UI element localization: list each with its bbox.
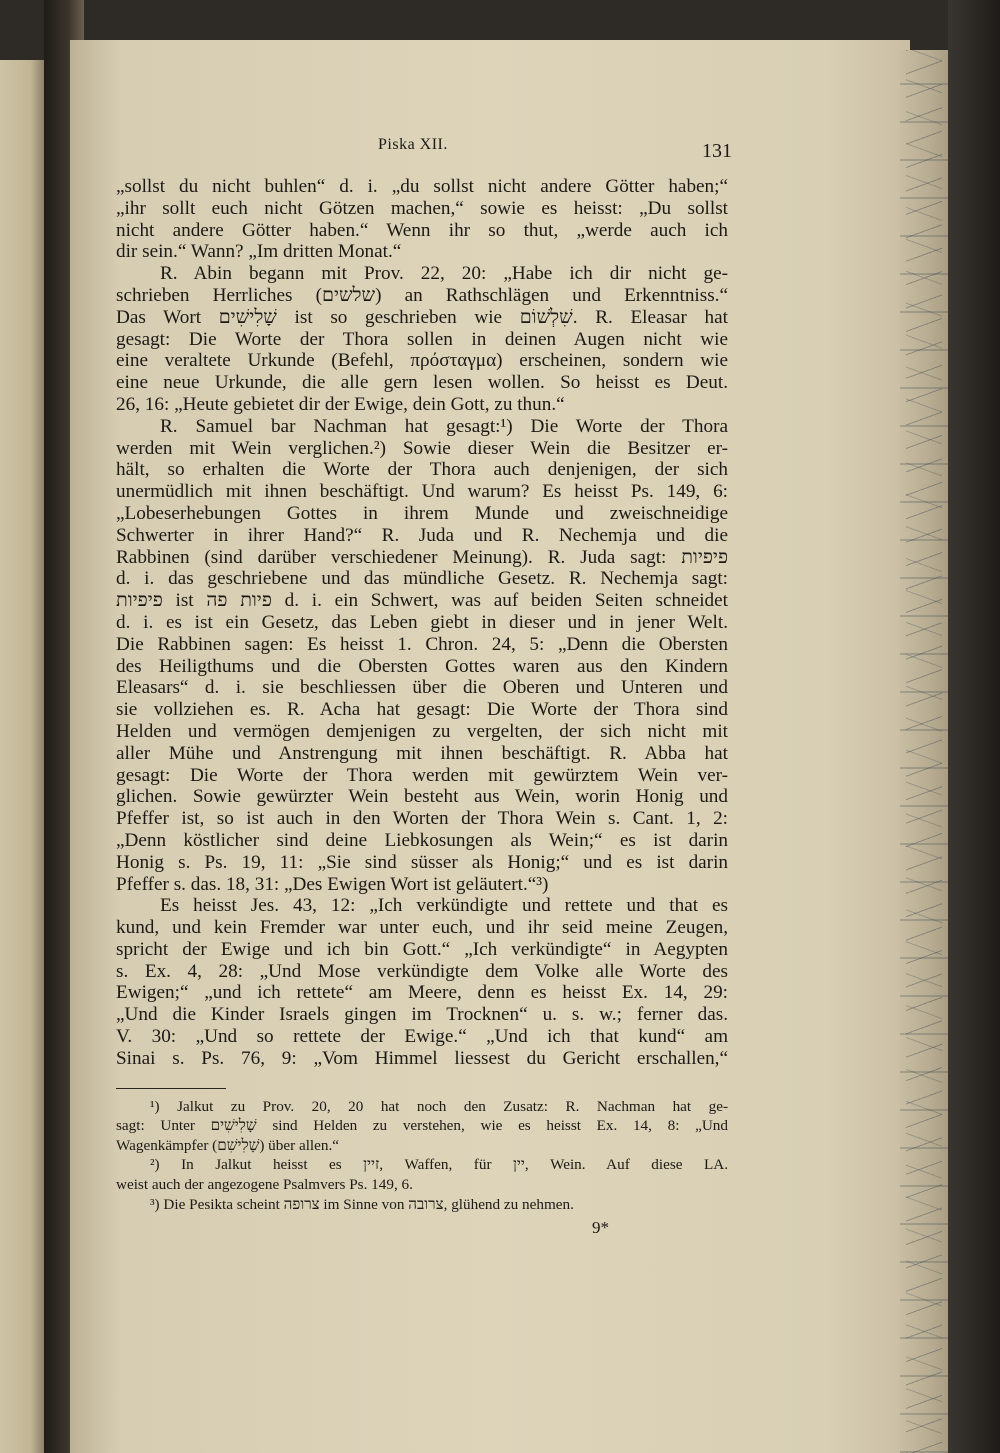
- text-line: Pfeffer s. das. 18, 31: „Des Ewigen Wort ist geläutert.“³): [116, 873, 549, 895]
- footnote-line: ³) Die Pesikta scheint צרופה im Sinne von צרובה, glühend zu nehmen.: [150, 1195, 574, 1213]
- text-line: gesagt: Die Worte der Thora sollen in deinen Augen nicht wie: [116, 328, 728, 350]
- text-line: aller Mühe und Anstrengung mit ihnen beschäftigt. R. Abba hat: [116, 742, 728, 764]
- running-title: Piska XII.: [378, 136, 448, 153]
- text-line: Die Rabbinen sagen: Es heisst 1. Chron. 24, 5: „Denn die Obersten: [116, 633, 728, 655]
- text-line: d. i. es ist ein Gesetz, das Leben giebt in dieser und in jener Welt.: [116, 611, 728, 633]
- text-line: R. Samuel bar Nachman hat gesagt:¹) Die Worte der Thora: [160, 415, 728, 437]
- footnote-line: Wagenkämpfer (שָׁלִישִׁם) über allen.“: [116, 1136, 340, 1154]
- text-line: d. i. das geschriebene und das mündliche Gesetz. R. Nechemja sagt:: [116, 568, 728, 590]
- text-line: Es heisst Jes. 43, 12: „Ich verkündigte und rettete und that es: [160, 895, 728, 917]
- text-line: gesagt: Die Worte der Thora werden mit gewürztem Wein ver-: [116, 764, 728, 786]
- text-line: kund, und kein Fremder war unter euch, und ihr seid meine Zeugen,: [116, 917, 728, 939]
- page-fore-edge: [900, 50, 948, 1453]
- body-text: [116, 176, 728, 1070]
- running-head: [116, 136, 732, 170]
- text-line: nicht andere Götter haben.“ Wenn ihr so thut, „werde auch ich: [116, 219, 728, 241]
- text-line: „Und die Kinder Israels gingen im Trocknen“ u. s. w.; ferner das.: [116, 1004, 728, 1026]
- footnote-line: ¹) Jalkut zu Prov. 20, 20 hat noch den Zusatz: R. Nachman hat ge-: [150, 1097, 728, 1115]
- text-line: s. Ex. 4, 28: „Und Mose verkündigte dem Volke alle Worte des: [116, 960, 728, 982]
- text-block: [116, 136, 732, 1238]
- text-line: „Lobeserhebungen Gottes in ihrem Munde und zweischneidige: [116, 502, 728, 524]
- text-line: eine neue Urkunde, die alle gern lesen wollen. So heisst es Deut.: [116, 372, 728, 394]
- marbled-edge: [906, 50, 942, 1453]
- signature-mark: 9*: [592, 1218, 609, 1238]
- text-line: schrieben Herrliches (שלשים) an Rathschlägen und Erkenntniss.“: [116, 284, 728, 306]
- text-line: werden mit Wein verglichen.²) Sowie dieser Wein die Besitzer er-: [116, 437, 728, 459]
- text-line: spricht der Ewige und ich bin Gott.“ „Ich verkündigte“ in Aegypten: [116, 938, 728, 960]
- text-line: hält, so erhalten die Worte der Thora auch denjenigen, der sich: [116, 459, 728, 481]
- text-line: Das Wort שָׁלִישִׁים ist so geschrieben wie שִׁלְשׁוֹם. R. Eleasar hat: [116, 306, 728, 328]
- footnote-line: ²) In Jalkut heisst es זיין, Waffen, für יין, Wein. Auf diese LA.: [150, 1156, 728, 1174]
- text-line: Schwerter in ihrer Hand?“ R. Juda und R. Nechemja und die: [116, 524, 728, 546]
- text-line: Eleasars“ d. i. sie beschliessen über die Oberen und Unteren und: [116, 677, 728, 699]
- text-line: eine veraltete Urkunde (Befehl, πρόσταγμα) erscheinen, sondern wie: [116, 350, 728, 372]
- text-line: Honig s. Ps. 19, 11: „Sie sind süsser als Honig;“ und es ist darin: [116, 851, 728, 873]
- text-line: „sollst du nicht buhlen“ d. i. „du sollst nicht andere Götter haben;“: [116, 176, 728, 197]
- footnotes: [116, 1097, 728, 1215]
- text-line: Sinai s. Ps. 76, 9: „Vom Himmel liessest du Gericht erschallen,“: [116, 1047, 728, 1069]
- text-line: Pfeffer ist, so ist auch in den Worten der Thora Wein s. Cant. 1, 2:: [116, 808, 728, 830]
- left-page-edge: [0, 60, 44, 1453]
- text-line: glichen. Sowie gewürzter Wein besteht aus Wein, worin Honig und: [116, 786, 728, 808]
- text-line: sie vollziehen es. R. Acha hat gesagt: Die Worte der Thora sind: [116, 699, 728, 721]
- text-line: V. 30: „Und so rettete der Ewige.“ „Und ich that kund“ am: [116, 1026, 728, 1048]
- text-line: פיפיות ist פיות פה d. i. ein Schwert, was auf beiden Seiten schneidet: [116, 590, 728, 612]
- text-line: unermüdlich mit ihnen beschäftigt. Und warum? Es heisst Ps. 149, 6:: [116, 481, 728, 503]
- text-line: 26, 16: „Heute gebietet dir der Ewige, dein Gott, zu thun.“: [116, 393, 565, 415]
- footnote-rule: [116, 1088, 226, 1089]
- page-number: 131: [702, 140, 732, 162]
- text-line: R. Abin begann mit Prov. 22, 20: „Habe ich dir nicht ge-: [160, 263, 728, 285]
- text-line: Helden und vermögen demjenigen zu vergelten, der sich nicht mit: [116, 720, 728, 742]
- footnote-line: weist auch der angezogene Psalmvers Ps. 149, 6.: [116, 1176, 413, 1194]
- text-line: Rabbinen (sind darüber verschiedener Meinung). R. Juda sagt: פיפיות: [116, 546, 728, 568]
- text-line: dir sein.“ Wann? „Im dritten Monat.“: [116, 241, 402, 263]
- text-line: des Heiligthums und die Obersten Gottes waren aus den Kindern: [116, 655, 728, 677]
- text-line: „ihr sollt euch nicht Götzen machen,“ sowie es heisst: „Du sollst: [116, 197, 728, 219]
- book-cover-edge: [948, 0, 1000, 1453]
- footnote-line: sagt: Unter שָׁלִישִׁים sind Helden zu verstehen, wie es heisst Ex. 14, 8: „Und: [116, 1117, 728, 1135]
- text-line: „Denn köstlicher sind deine Liebkosungen als Wein;“ es ist darin: [116, 829, 728, 851]
- text-line: Ewigen;“ „und ich rettete“ am Meere, denn es heisst Ex. 14, 29:: [116, 982, 728, 1004]
